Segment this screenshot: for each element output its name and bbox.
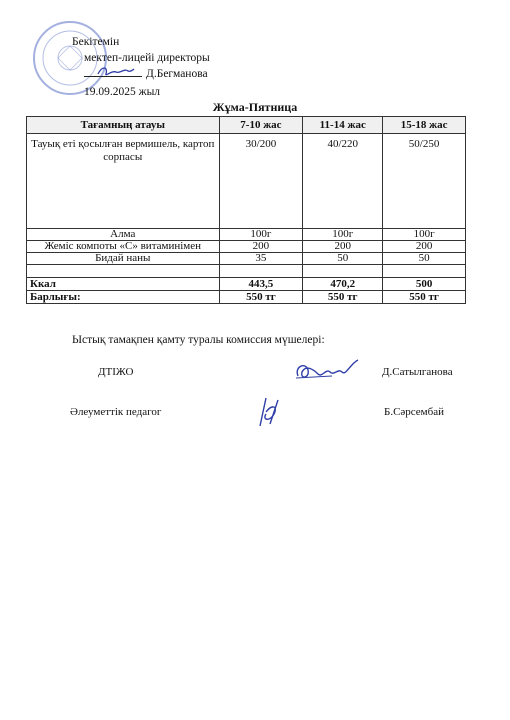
dish-name: Алма <box>27 229 220 241</box>
table-row <box>27 229 466 241</box>
portion-7-10: 30/200 <box>219 134 303 229</box>
director-signature <box>96 62 136 80</box>
page-title: Жұма-Пятница <box>212 100 298 114</box>
total-row <box>27 291 466 304</box>
dish-name: Тауық еті қосылған вермишель, картоп сорпасы <box>27 134 220 229</box>
portion-7-10: 100г <box>219 229 303 241</box>
header-age-11-14: 11-14 жас <box>303 117 383 134</box>
portion-15-18: 200 <box>383 241 466 253</box>
portion-15-18: 100г <box>383 229 466 241</box>
kcal-15-18: 500 <box>383 278 466 291</box>
kcal-11-14: 470,2 <box>303 278 383 291</box>
signatory-name: Б.Сәрсембай <box>384 406 445 418</box>
total-11-14: 550 тг <box>303 291 383 304</box>
empty-cell <box>303 265 383 278</box>
empty-cell <box>219 265 303 278</box>
approval-date: 19.09.2025 жыл <box>84 86 161 98</box>
commission-title: Ыстық тамақпен қамту туралы комиссия мүшелері: <box>72 334 325 346</box>
dish-name: Бидай наны <box>27 253 220 265</box>
signature-sarsembai <box>252 394 286 430</box>
total-7-10: 550 тг <box>219 291 303 304</box>
director-name: Д.Бегманова <box>146 68 208 80</box>
header-age-7-10: 7-10 жас <box>219 117 303 134</box>
portion-15-18: 50/250 <box>383 134 466 229</box>
portion-7-10: 200 <box>219 241 303 253</box>
approval-word: Бекітемін <box>72 36 120 48</box>
approval-position: мектеп-лицейі директоры <box>84 52 210 64</box>
header-dish-name: Тағамның атауы <box>27 117 220 134</box>
header-age-15-18: 15-18 жас <box>383 117 466 134</box>
signatory-role: ДТІЖО <box>98 366 134 378</box>
kcal-label: Ккал <box>27 278 220 291</box>
signatory-name: Д.Сатылганова <box>382 366 453 378</box>
kcal-7-10: 443,5 <box>219 278 303 291</box>
portion-15-18: 50 <box>383 253 466 265</box>
menu-table <box>26 116 466 304</box>
empty-cell <box>27 265 220 278</box>
signature-satylganova <box>292 356 362 386</box>
empty-cell <box>383 265 466 278</box>
signatory-role: Әлеуметтік педагог <box>70 406 162 418</box>
total-label: Барлығы: <box>27 291 220 304</box>
kcal-row <box>27 278 466 291</box>
table-row <box>27 134 466 229</box>
portion-11-14: 200 <box>303 241 383 253</box>
dish-name: Жеміс компоты «С» витаминімен <box>27 241 220 253</box>
portion-7-10: 35 <box>219 253 303 265</box>
table-row <box>27 253 466 265</box>
portion-11-14: 100г <box>303 229 383 241</box>
portion-11-14: 40/220 <box>303 134 383 229</box>
total-15-18: 550 тг <box>383 291 466 304</box>
table-row <box>27 241 466 253</box>
table-row-empty <box>27 265 466 278</box>
portion-11-14: 50 <box>303 253 383 265</box>
table-header-row <box>27 117 466 134</box>
